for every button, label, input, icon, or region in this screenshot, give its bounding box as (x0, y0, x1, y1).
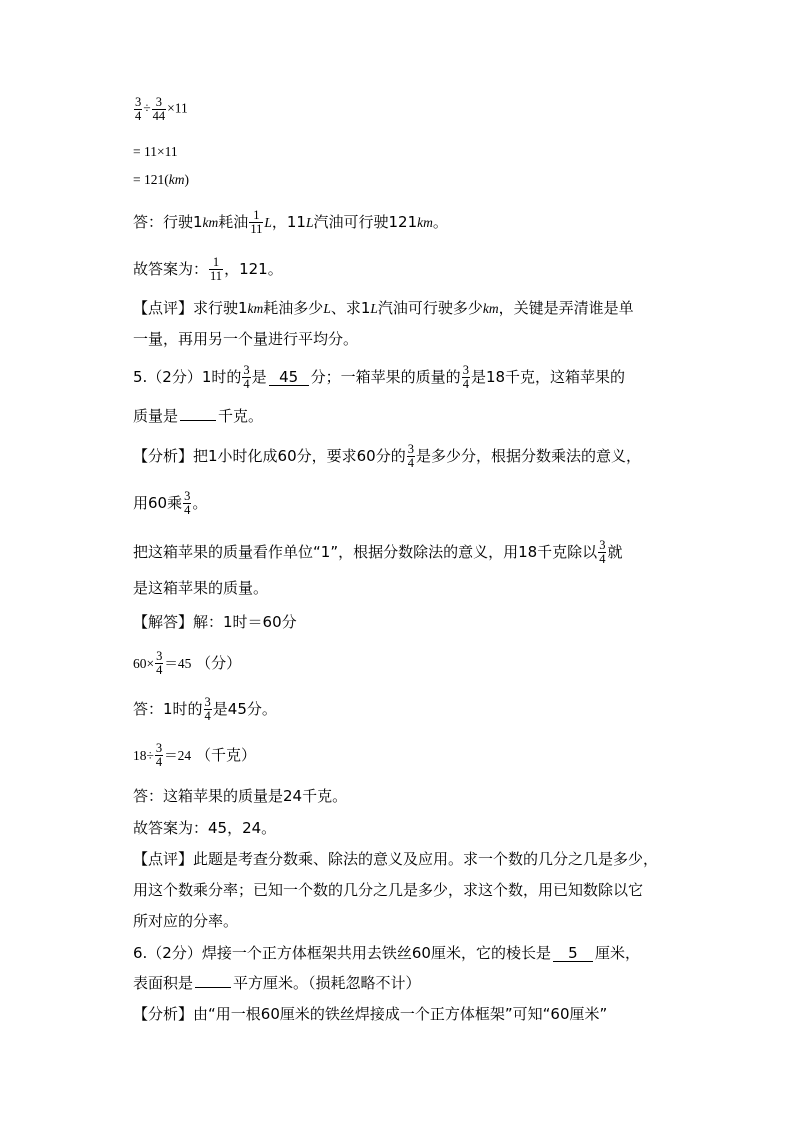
solution-line-3: 答：1时的 $\frac{3}{4}$ 是45分。 (133, 695, 277, 723)
question-6: 6.（2分）焊接一个正方体框架共用去铁丝60厘米，它的棱长是 5 厘米， (133, 944, 640, 962)
fraction: $\frac{3}{4}$ (243, 363, 250, 391)
analysis-line-3: 把这箱苹果的质量看作单位“1”，根据分数除法的意义，用18千克除以 $\frac{3}{4}$ 就 (133, 538, 623, 566)
fraction: $\frac{3}{4}$ (135, 95, 142, 123)
fraction: $\frac{3}{4}$ (599, 538, 606, 566)
answer-blank (180, 420, 216, 421)
review-line-2: 一量，再用另一个量进行平均分。 (133, 330, 359, 348)
calc-line-1: $\frac{3}{4}$ ÷ $\frac{3}{44}$ ×11 (135, 95, 188, 123)
analysis-6-line-1: 【分析】由“用一根60厘米的铁丝焊接成一个正方体框架”可知“60厘米” (133, 1005, 608, 1023)
fraction: $\frac{3}{44}$ (152, 95, 166, 123)
fraction: $\frac{1}{11}$ (210, 255, 223, 283)
fraction: $\frac{3}{4}$ (155, 741, 163, 769)
fraction: $\frac{3}{4}$ (156, 649, 163, 677)
analysis-line-1: 【分析】把1小时化成60分，要求60分的 $\frac{3}{4}$ 是多少分，根据分数乘法的意义， (133, 442, 641, 470)
question-5: 5.（2分）1时的 $\frac{3}{4}$ 是 45 分；一箱苹果的质量的 $\frac{3}{4}$ 是18千克，这箱苹果的 (133, 363, 626, 391)
review-5-line-1: 【点评】此题是考查分数乘、除法的意义及应用。求一个数的几分之几是多少， (133, 850, 659, 868)
fraction: $\frac{1}{11}$ (250, 208, 263, 236)
review-5-line-2: 用这个数乘分率；已知一个数的几分之几是多少，求这个数，用已知数除以它 (133, 881, 644, 899)
solution-line-2: 60× $\frac{3}{4}$ ＝45 （分） (133, 649, 242, 677)
calc-line-2: = 11×11 (133, 144, 178, 159)
fraction: $\frac{3}{4}$ (407, 442, 414, 470)
analysis-line-4: 是这箱苹果的质量。 (133, 579, 269, 597)
fraction: $\frac{3}{4}$ (462, 363, 469, 391)
analysis-line-2: 用60乘 $\frac{3}{4}$ 。 (133, 489, 208, 517)
review-line-1: 【点评】求行驶1km耗油多少L、求1L汽油可行驶多少km，关键是弄清谁是单 (133, 299, 634, 317)
solution-line-4: 18÷ $\frac{3}{4}$ ＝24 （千克） (133, 741, 256, 769)
final-answer-line: 故答案为： $\frac{1}{11}$ ，121。 (133, 255, 283, 283)
calc-line-3: = 121(km) (133, 172, 189, 187)
fraction: $\frac{3}{4}$ (184, 489, 191, 517)
fraction: $\frac{3}{4}$ (204, 695, 211, 723)
question-6-line-2: 表面积是 平方厘米。（损耗忽略不计） (133, 974, 421, 992)
final-answer-line-5: 故答案为：45，24。 (133, 819, 277, 837)
answer-blank: 5 (553, 945, 593, 962)
answer-blank (195, 987, 231, 988)
solution-line-1: 【解答】解：1时＝60分 (133, 613, 297, 631)
answer-line: 答：行驶1km耗油 $\frac{1}{11}$ L，11L汽油可行驶121km。 (133, 208, 448, 236)
question-5-line-2: 质量是 千克。 (133, 407, 264, 425)
review-5-line-3: 所对应的分率。 (133, 912, 239, 930)
answer-blank: 45 (269, 369, 309, 386)
solution-line-5: 答：这箱苹果的质量是24千克。 (133, 787, 348, 805)
